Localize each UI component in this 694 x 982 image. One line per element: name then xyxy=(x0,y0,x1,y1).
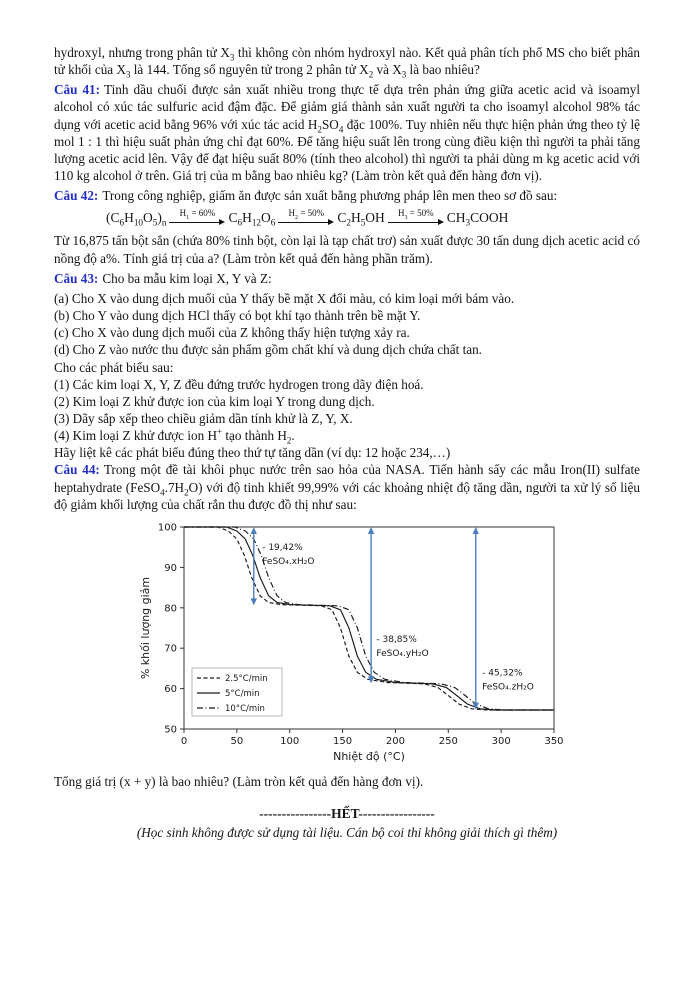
statement-d: (d) Cho Z vào nước thu được sản phẩm gồm chất khí và dung dịch chứa chất tan. xyxy=(54,342,482,358)
svg-text:FeSO₄.zH₂O: FeSO₄.zH₂O xyxy=(482,682,534,693)
fermentation-scheme-equation xyxy=(54,209,640,226)
reaction-arrow-3 xyxy=(388,209,444,226)
statement-3: (3) Dãy sắp xếp theo chiều giảm dần tính khử là Z, Y, X. xyxy=(54,410,353,426)
svg-text:FeSO₄.yH₂O: FeSO₄.yH₂O xyxy=(376,649,429,660)
reaction-arrow-2 xyxy=(278,209,334,226)
svg-text:60: 60 xyxy=(164,684,177,696)
question-44-label: Câu 44: xyxy=(54,462,100,478)
statement-a: (a) Cho X vào dung dịch muối của Y thấy bề mặt X đổi màu, có kim loại mới bám vào. xyxy=(54,290,515,306)
svg-text:250: 250 xyxy=(438,735,458,747)
question-43-label: Câu 43: xyxy=(54,270,99,286)
footer-note: (Học sinh không được sử dụng tài liệu. Cán bộ coi thi không giải thích gì thêm) xyxy=(136,825,558,841)
tga-chart-svg xyxy=(136,519,566,765)
svg-text:50: 50 xyxy=(164,724,177,736)
question-42-label: Câu 42: xyxy=(54,188,99,204)
question-44-final: Tổng giá trị (x + y) là bao nhiêu? (Làm tròn kết quả đến hàng đơn vị). xyxy=(54,773,424,789)
svg-text:- 38,85%: - 38,85% xyxy=(376,635,417,646)
question-41-text: Tinh dầu chuối được sản xuất nhiều trong thực tế dựa trên phản ứng giữa acetic acid và isoamyl alcohol có xúc tác sulfuric acid đậm đặc. Để giảm giá thành sản xuất người ta cho isoamyl alcohol 98% tác dụng với acetic acid bằng 96% với xúc tác acid $H_2SO_4$ đặc 100%. Tuy nhiên nếu thực hiện phản ứng theo tỷ lệ mol 1 : 1 thì hiệu suất phản ứng chỉ đạt 60%. Để tăng hiệu suất lên trong cùng điều kiện thì người ta phải tăng lượng acetic acid lên. Vậy để đạt hiệu suất 80% (tính theo alcohol) thì người ta phải dùng m kg acetic acid với 110 kg alcohol ở trên. Giá trị của m bằng bao nhiêu kg? (Làm tròn kết quả đến hàng đơn vị). xyxy=(54,82,641,184)
svg-text:90: 90 xyxy=(164,562,177,574)
chart-legend xyxy=(192,668,282,716)
end-marker: ----------------HẾT----------------- xyxy=(259,806,435,822)
right-arrow-icon xyxy=(169,218,225,226)
y-axis-label: % khối lượng giảm xyxy=(139,576,152,680)
svg-text:300: 300 xyxy=(491,735,511,747)
svg-text:10°C/min: 10°C/min xyxy=(225,703,265,714)
svg-text:50: 50 xyxy=(230,735,244,747)
question-44-text: Trong một đề tài khôi phục nước trên sao hỏa của NASA. Tiến hành sấy các mẫu Iron(II) sulfate heptahydrate $(FeSO_4.7H_2O)$ với độ tinh khiết 99,99% với các khoảng nhiệt độ tăng dần, người ta xử lý số liệu độ giảm khối lượng của chất rắn thu được đồ thị như sau: xyxy=(54,462,641,512)
svg-text:100: 100 xyxy=(280,735,300,747)
statement-4: (4) Kim loại Z khử được ion H+ tạo thành $H_2$. xyxy=(54,426,295,446)
svg-text:2.5°C/min: 2.5°C/min xyxy=(225,673,268,684)
right-arrow-icon xyxy=(388,218,444,226)
reaction-yield-2: $H_2 = 50\%$ xyxy=(288,208,325,222)
equation-term-glucose: $C_6H_{12}O_6$ xyxy=(228,209,276,228)
question-41-label: Câu 41: xyxy=(54,82,101,98)
svg-text:0: 0 xyxy=(180,735,188,747)
reaction-yield-3: $H_3 = 50\%$ xyxy=(397,208,434,222)
equation-term-acetic-acid: $CH_3COOH$ xyxy=(446,209,509,228)
question-43-instruction: Hãy liệt kê các phát biểu đúng theo thứ tự tăng dần (ví dụ: 12 hoặc 234,…) xyxy=(54,445,451,461)
svg-text:150: 150 xyxy=(333,735,353,747)
svg-text:350: 350 xyxy=(544,735,564,747)
x-axis-label: Nhiệt độ (°C) xyxy=(333,749,405,763)
question-41 xyxy=(54,81,640,184)
statements-intro: Cho các phát biểu sau: xyxy=(54,359,174,375)
svg-text:100: 100 xyxy=(157,522,177,534)
statement-c: (c) Cho X vào dung dịch muối của Z không thấy hiện tượng xảy ra. xyxy=(54,325,410,341)
reaction-yield-1: $H_1 = 60\%$ xyxy=(179,208,216,222)
chart-mass-loss-arrows xyxy=(251,527,479,710)
statement-2: (2) Kim loại Z khử được ion của kim loại Y trong dung dịch. xyxy=(54,393,375,409)
chart-frame xyxy=(139,522,564,763)
question-42 xyxy=(54,187,640,204)
equation-term-ethanol: $C_2H_5OH$ xyxy=(337,209,385,228)
question-42-continued: Từ 16,875 tấn bột sắn (chứa 80% tinh bột, còn lại là tạp chất trơ) sản xuất được 30 tấn dung dịch acetic acid có nồng độ a%. Tính giá trị của a? (Làm tròn kết quả đến hàng phần trăm). xyxy=(54,233,640,266)
question-42-text: Trong công nghiệp, giấm ăn được sản xuất bằng phương pháp lên men theo sơ đồ sau: xyxy=(102,188,558,204)
statement-b: (b) Cho Y vào dung dịch HCl thấy có bọt khí tạo thành trên bề mặt Y. xyxy=(54,308,421,324)
svg-text:5°C/min: 5°C/min xyxy=(225,688,260,699)
question-43-text: Cho ba mẫu kim loại X, Y và Z: xyxy=(102,270,272,286)
right-arrow-icon xyxy=(278,218,334,226)
svg-text:200: 200 xyxy=(385,735,405,747)
intro-paragraph: hydroxyl, nhưng trong phân tử $X_3$ thì không còn nhóm hydroxyl nào. Kết quả phân tích phổ MS cho biết phân tử khối của $X_3$ là 144. Tổng số nguyên tử trong 2 phân tử $X_2$ và $X_3$ là bao nhiêu? xyxy=(54,45,640,80)
reaction-arrow-1 xyxy=(169,209,225,226)
svg-text:- 45,32%: - 45,32% xyxy=(482,668,523,679)
statement-1: (1) Các kim loại X, Y, Z đều đứng trước hydrogen trong dãy điện hoá. xyxy=(54,376,424,392)
equation-term-starch: $(C_6H_{10}O_5)_n$ xyxy=(106,209,167,228)
question-43 xyxy=(54,270,640,287)
svg-text:- 19,42%: - 19,42% xyxy=(262,542,303,553)
tga-chart xyxy=(136,519,640,769)
svg-text:80: 80 xyxy=(164,603,177,615)
question-44 xyxy=(54,461,640,512)
svg-text:FeSO₄.xH₂O: FeSO₄.xH₂O xyxy=(262,556,315,567)
chart-annotations xyxy=(262,543,534,693)
svg-text:70: 70 xyxy=(164,643,177,655)
